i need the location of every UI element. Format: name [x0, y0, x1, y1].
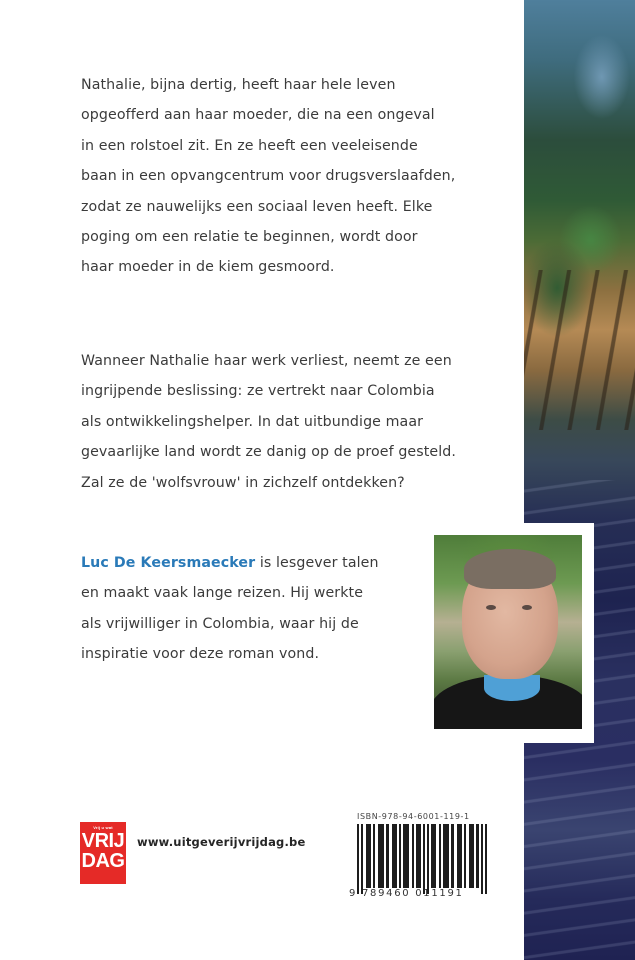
publisher-website: www.uitgeverijvrijdag.be: [137, 835, 306, 849]
cover-photo-strip: [524, 0, 635, 960]
isbn-label: ISBN-978-94-6001-119-1: [357, 812, 470, 821]
author-bio-line: en maakt vaak lange reizen. Hij werkte: [81, 585, 364, 602]
blurb-line: haar moeder in de kiem gesmoord.: [81, 259, 335, 276]
logo-word-1: VRIJ: [81, 830, 125, 852]
logo-word-2: DAG: [81, 850, 125, 872]
author-bio-line: als vrijwilliger in Colombia, waar hij de: [81, 615, 359, 632]
blurb-line: Zal ze de 'wolfsvrouw' in zichzelf ontdekken?: [81, 474, 405, 491]
publisher-logo: [80, 822, 126, 884]
blurb-line: zodat ze nauwelijks een sociaal leven heeft. Elke: [81, 198, 433, 215]
hair-shape: [464, 549, 556, 589]
barcode-digits: 9 789460 011191: [349, 888, 464, 899]
blurb-line: Nathalie, bijna dertig, heeft haar hele leven: [81, 77, 396, 93]
author-name: Luc De Keersmaecker: [81, 555, 256, 571]
blurb-line: in een rolstoel zit. En ze heeft een veeleisende: [81, 137, 418, 154]
eye-shape: [486, 605, 496, 610]
blurb-paragraph-1: [81, 70, 521, 283]
author-bio-line: inspiratie voor deze roman vond.: [81, 646, 320, 663]
logo-tagline: Vrij u wat: [93, 825, 113, 830]
blurb-line: Wanneer Nathalie haar werk verliest, neemt ze een: [81, 353, 452, 369]
blurb-line: poging om een relatie te beginnen, wordt door: [81, 229, 418, 246]
author-photo: [434, 535, 582, 729]
reeds-texture: [524, 270, 635, 430]
author-bio-text: is lesgever talen: [255, 555, 379, 571]
blurb-paragraph-2: [81, 346, 521, 498]
blurb-line: opgeofferd aan haar moeder, die na een ongeval: [81, 107, 435, 124]
blurb-line: ingrijpende beslissing: ze vertrekt naar Colombia: [81, 383, 435, 400]
eye-shape: [522, 605, 532, 610]
barcode-bars: [357, 824, 487, 888]
blurb-line: baan in een opvangcentrum voor drugsverslaafden,: [81, 168, 456, 185]
blurb-line: gevaarlijke land wordt ze danig op de proef gesteld.: [81, 444, 457, 461]
blurb-line: als ontwikkelingshelper. In dat uitbundige maar: [81, 413, 424, 430]
